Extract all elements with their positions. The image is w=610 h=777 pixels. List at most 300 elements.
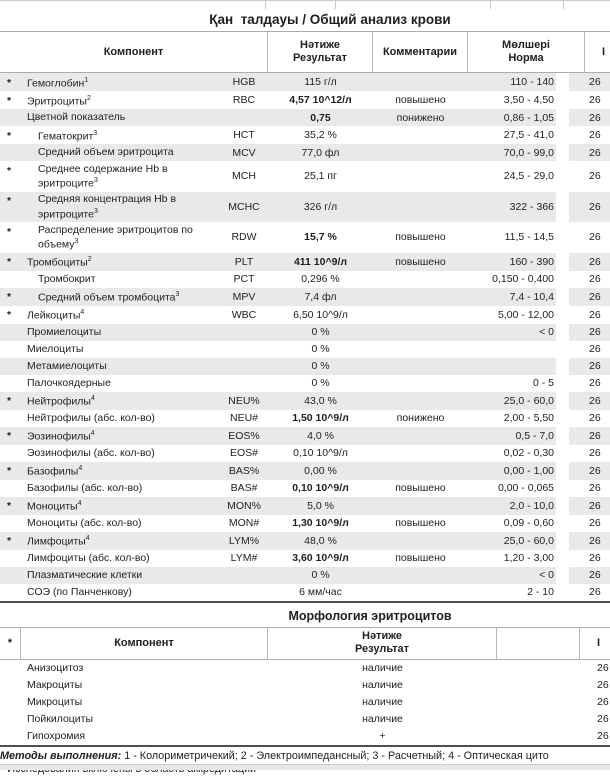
edge-value: 26 [569, 497, 610, 515]
column-gutter [556, 480, 569, 497]
edge-value: 26 [569, 144, 610, 161]
component-name: Средний объем тромбоцита$^3$ [38, 291, 180, 304]
component-code: WBC [231, 308, 257, 321]
morphology-table-header [0, 627, 610, 660]
star-marker [0, 446, 27, 448]
result-value: 4,57 10^12/л [289, 94, 352, 106]
component-code: HGB [232, 76, 256, 88]
component-code: BAS# [230, 482, 258, 494]
column-gutter [556, 410, 569, 427]
component-name: Среднее содержание Hb в эритроците$^3$ [38, 162, 168, 190]
method-superscript: 3 [93, 129, 98, 137]
table-row [0, 324, 610, 341]
comment-text: повышено [395, 552, 446, 564]
result-value: наличие [362, 696, 403, 708]
row-main [0, 427, 556, 445]
component-code: PLT [234, 255, 254, 268]
header-comments [373, 32, 468, 72]
table-row [0, 161, 610, 192]
norm-range: 0,09 - 0,60 [503, 517, 554, 529]
norm-range: 11,5 - 14,5 [504, 231, 554, 244]
norm-range: 70,0 - 99,0 [503, 146, 554, 159]
table-border-tick [563, 1, 564, 9]
edge-value: 26 [589, 343, 601, 355]
star-marker: * [7, 430, 12, 442]
result-value: 7,4 фл [304, 290, 337, 303]
column-gutter [556, 462, 569, 480]
edge-value: 26 [589, 273, 601, 285]
header-norm [468, 32, 585, 72]
column-gutter [556, 550, 569, 567]
method-superscript: 3 [93, 177, 98, 184]
norm-range: 0,86 - 1,05 [503, 111, 554, 124]
column-gutter [556, 324, 569, 341]
component-name: СОЭ (по Панченкову) [27, 585, 132, 598]
result-value: 3,60 10^9/л [292, 552, 349, 564]
row-main [0, 584, 556, 601]
edge-value: 26 [569, 192, 610, 223]
component-code: RBC [232, 94, 256, 106]
table-row [0, 144, 610, 161]
result-value: 15,7 % [304, 231, 337, 244]
norm-range: 0,02 - 0,30 [503, 447, 554, 459]
component-code: NEU# [229, 412, 258, 424]
morph-header-component-label: Компонент [114, 636, 174, 649]
table-border-tick [490, 1, 491, 9]
star-marker [0, 342, 27, 344]
component-code: PCT [233, 273, 255, 285]
component-code: MPV [232, 290, 256, 303]
edge-value: 26 [589, 94, 601, 106]
method-superscript: 4 [90, 430, 95, 437]
edge-value: 26 [569, 392, 610, 410]
component-name: Лимфоциты$^4$ [27, 535, 90, 548]
edge-value: 26 [589, 308, 601, 321]
component-code: EOS# [229, 447, 258, 459]
star-marker [0, 516, 27, 518]
result-value: 1,30 10^9/л [292, 517, 349, 529]
comment-text: повышено [395, 231, 446, 244]
norm-range: 25,0 - 60,0 [503, 394, 554, 407]
component-code: MON% [227, 499, 261, 512]
star-marker [0, 585, 27, 587]
component-name: Цветной показатель [27, 111, 126, 124]
header-result-line2: Результат [292, 52, 348, 64]
table-row [0, 567, 610, 584]
table-row [0, 694, 610, 711]
edge-value: 26 [569, 253, 610, 271]
column-gutter [556, 271, 569, 288]
table-border-tick [265, 1, 266, 9]
column-gutter [556, 253, 569, 271]
row-main [0, 126, 556, 144]
component-name: Метамиелоциты [27, 359, 107, 372]
column-gutter [556, 126, 569, 144]
component-name: Палочкоядерные [27, 376, 111, 389]
header-result-line1: Нәтиже [300, 39, 340, 51]
morph-header-component [21, 628, 268, 659]
component-name: Эозинофилы (абс. кол-во) [27, 446, 155, 459]
table-row [0, 480, 610, 497]
table-row [0, 375, 610, 392]
norm-range: 2 - 10 [527, 586, 554, 598]
component-code: NEU% [228, 394, 260, 407]
result-value: 0 % [311, 360, 330, 372]
star-label: * [7, 636, 13, 649]
edge-value: 26 [589, 482, 601, 494]
table-row [0, 445, 610, 462]
component-code: MCV [232, 146, 256, 159]
result-value: 0,00 % [304, 464, 337, 477]
row-main [0, 288, 556, 306]
norm-range: 0,00 - 0,065 [497, 482, 554, 494]
component-name: Тромбоциты$^2$ [27, 256, 92, 269]
component-code: LYM% [228, 534, 260, 547]
table-row [0, 253, 610, 271]
row-main [0, 375, 556, 392]
table-row [0, 341, 610, 358]
norm-range: 2,0 - 10,0 [509, 499, 554, 512]
table-row [0, 222, 610, 253]
result-value: 0,296 % [301, 273, 340, 285]
component-code: MON# [228, 517, 260, 529]
column-gutter [556, 109, 569, 126]
row-main [0, 410, 556, 427]
edge-value: 26 [597, 713, 609, 725]
star-marker: * [7, 129, 12, 142]
norm-range: 5,00 - 12,00 [497, 308, 554, 321]
component-code: EOS% [228, 429, 260, 442]
component-name: Эозинофилы$^4$ [27, 430, 95, 443]
star-marker [0, 411, 27, 413]
component-name: Базофилы (абс. кол-во) [27, 481, 143, 494]
comment-text: повышено [395, 482, 446, 494]
norm-range: 0,150 - 0,400 [492, 273, 554, 285]
comment-text: понижено [396, 412, 445, 424]
cbc-table-body [0, 73, 610, 601]
edge-value: 26 [589, 552, 601, 564]
table-row [0, 91, 610, 109]
norm-range: 1,20 - 3,00 [503, 552, 554, 564]
edge-value: 26 [597, 662, 609, 674]
method-superscript: 4 [90, 395, 95, 402]
table-row [0, 711, 610, 728]
row-main [0, 109, 556, 126]
norm-range: < 0 [539, 326, 554, 338]
row-main [0, 341, 556, 358]
table-row [0, 126, 610, 144]
star-marker: * [7, 535, 12, 547]
table-row [0, 192, 610, 223]
star-marker [0, 272, 27, 274]
row-main [0, 192, 556, 223]
report-title: Қан талдауы / Общий анализ крови [209, 12, 451, 27]
row-main [0, 144, 556, 161]
result-value: 77,0 фл [301, 146, 340, 159]
edge-value: 26 [569, 567, 610, 584]
row-main [0, 222, 556, 253]
row-main [0, 550, 556, 567]
edge-value: 26 [569, 462, 610, 480]
row-main [0, 480, 556, 497]
component-code: RDW [231, 231, 257, 244]
component-name: Тромбокрит [38, 272, 96, 285]
comment-text: повышено [395, 517, 446, 529]
column-gutter [556, 341, 569, 358]
method-superscript: 3 [74, 238, 79, 245]
column-gutter [556, 358, 569, 375]
row-main [0, 271, 556, 288]
header-edge-column-partial [585, 32, 610, 72]
edge-value: 26 [589, 517, 601, 529]
row-main [0, 306, 556, 324]
result-value: 411 10^9/л [293, 255, 348, 268]
edge-value: 26 [597, 696, 609, 708]
morphology-table-body [0, 660, 610, 745]
column-gutter [556, 192, 569, 223]
result-value: 35,2 % [304, 129, 337, 141]
edge-value: 26 [589, 377, 601, 389]
result-value: 4,0 % [307, 429, 334, 442]
component-code: MCH [232, 170, 256, 183]
table-row [0, 660, 610, 677]
edge-value: 26 [589, 412, 601, 424]
column-gutter [556, 73, 569, 91]
result-value: 115 г/л [304, 76, 337, 88]
component-name: Макроциты [27, 679, 83, 691]
result-value: 326 г/л [303, 200, 338, 213]
star-marker: * [7, 395, 12, 407]
column-gutter [556, 144, 569, 161]
component-name: Гипохромия [27, 730, 86, 742]
star-marker: * [7, 256, 12, 268]
component-name: Лимфоциты (абс. кол-во) [27, 551, 150, 564]
result-value: 1,50 10^9/л [292, 412, 349, 424]
star-marker: * [7, 164, 12, 177]
table-row [0, 497, 610, 515]
edge-value: 26 [569, 358, 610, 375]
column-gutter [556, 567, 569, 584]
star-marker: * [7, 500, 12, 512]
star-marker: * [7, 465, 12, 477]
table-row [0, 392, 610, 410]
table-row [0, 288, 610, 306]
column-gutter [556, 392, 569, 410]
component-name: Эритроциты$^2$ [27, 94, 91, 107]
component-code: HCT [233, 129, 255, 141]
edge-value: 26 [597, 730, 609, 742]
comment-text: повышено [395, 94, 446, 106]
result-value: 0 % [311, 343, 330, 355]
column-gutter [556, 515, 569, 532]
edge-value: 26 [569, 532, 610, 550]
component-name: Миелоциты [27, 342, 84, 355]
header-result [268, 32, 373, 72]
row-main [0, 91, 556, 109]
result-value: + [379, 730, 386, 742]
result-value: 0,10 10^9/л [293, 447, 348, 459]
norm-range: 27,5 - 41,0 [503, 129, 554, 141]
star-marker [0, 146, 27, 148]
morphology-title: Морфология эритроцитов [288, 608, 452, 623]
component-name: Промиелоциты [27, 325, 102, 338]
cbc-table-header [0, 31, 610, 73]
edge-value: 26 [589, 586, 601, 598]
column-gutter [556, 375, 569, 392]
method-superscript: 4 [77, 500, 82, 507]
row-main [0, 515, 556, 532]
result-value: 25,1 пг [304, 170, 337, 183]
star-marker: * [7, 76, 12, 89]
star-marker [0, 359, 27, 361]
methods-text: 1 - Колориметричекий; 2 - Электроимпедансный; 3 - Расчетный; 4 - Оптическая цито [121, 749, 549, 762]
result-value: 0 % [311, 326, 330, 338]
edge-value: 26 [569, 288, 610, 306]
component-code: MCHC [228, 200, 260, 213]
method-superscript: 4 [85, 535, 90, 542]
star-marker: * [7, 94, 12, 107]
component-name: Базофилы$^4$ [27, 465, 83, 478]
morph-header-result [268, 628, 497, 659]
edge-value: 26 [589, 447, 601, 459]
row-main [0, 253, 556, 271]
row-main [0, 532, 556, 550]
table-row [0, 306, 610, 324]
previous-table-cutoff [0, 0, 610, 9]
star-marker [0, 111, 27, 113]
comment-text: понижено [396, 111, 445, 124]
component-name: Моноциты (абс. кол-во) [27, 516, 142, 529]
morph-header-edge-column-partial [580, 628, 610, 659]
norm-range: 0,5 - 7,0 [515, 429, 554, 442]
result-value: 6,50 10^9/л [293, 308, 348, 321]
component-name: Распределение эритроцитов по объему$^3$ [38, 223, 193, 251]
star-marker [0, 325, 27, 327]
component-name: Пойкилоциты [27, 713, 94, 725]
column-gutter [556, 91, 569, 109]
norm-range: 110 - 140 [510, 76, 554, 88]
norm-range: 322 - 366 [509, 200, 554, 213]
column-gutter [556, 427, 569, 445]
norm-range: 24,5 - 29,0 [503, 170, 554, 183]
result-value: 43,0 % [304, 394, 337, 407]
norm-range: 7,4 - 10,4 [509, 290, 554, 303]
column-gutter [556, 445, 569, 462]
star-marker [0, 376, 27, 378]
component-name: Средняя концентрация Hb в эритроците$^3$ [38, 193, 177, 220]
table-row [0, 427, 610, 445]
component-name: Нейтрофилы (абс. кол-во) [27, 411, 155, 424]
header-norm-line2: Норма [508, 52, 544, 64]
norm-range: 0,00 - 1,00 [503, 464, 554, 477]
method-superscript: 4 [78, 465, 83, 472]
row-main [0, 462, 556, 480]
footer-notes [0, 747, 610, 777]
header-component-label: Компонент [103, 45, 164, 58]
row-main [0, 567, 556, 584]
result-value: 0,75 [310, 111, 331, 124]
component-name: Анизоцитоз [27, 662, 84, 674]
header-comments-label: Комментарии [382, 45, 458, 58]
column-gutter [556, 288, 569, 306]
table-row [0, 358, 610, 375]
component-name: Гематокрит$^3$ [38, 129, 98, 142]
morph-header-star [0, 628, 21, 659]
row-main [0, 358, 556, 375]
norm-range: < 0 [539, 569, 554, 581]
component-name: Моноциты$^4$ [27, 500, 82, 513]
edge-value: 26 [589, 231, 601, 244]
edge-value: 26 [569, 109, 610, 126]
header-norm-line1: Мөлшері [502, 39, 550, 51]
table-row [0, 677, 610, 694]
next-table-cutoff [0, 764, 610, 770]
star-marker: * [7, 195, 12, 207]
methods-note [0, 750, 610, 764]
column-gutter [556, 222, 569, 253]
norm-range: 160 - 390 [509, 255, 554, 268]
result-value: 6 мм/час [299, 586, 342, 598]
row-main [0, 73, 556, 91]
row-main [0, 161, 556, 192]
table-row [0, 532, 610, 550]
edge-value: 26 [589, 170, 601, 183]
star-marker: * [7, 291, 12, 303]
method-superscript: 4 [80, 309, 85, 316]
star-marker [0, 568, 27, 570]
norm-range: 25,0 - 60,0 [503, 534, 554, 547]
edge-value: 26 [569, 427, 610, 445]
result-value: наличие [362, 679, 403, 691]
header-component [0, 32, 268, 72]
edge-value: 26 [569, 73, 610, 91]
morph-header-result-line1: Нәтиже [362, 630, 402, 642]
row-main [0, 324, 556, 341]
column-gutter [556, 584, 569, 601]
star-marker: * [7, 225, 12, 238]
norm-range: 2,00 - 5,50 [503, 412, 554, 424]
star-marker [0, 551, 27, 553]
result-value: 48,0 % [304, 534, 337, 547]
edge-column-partial-letter: І [597, 636, 601, 649]
method-superscript: 2 [86, 94, 91, 102]
result-value: 0 % [311, 569, 330, 581]
table-row [0, 271, 610, 288]
method-superscript: 3 [93, 207, 98, 215]
edge-value: 26 [597, 679, 609, 691]
methods-label: Методы выполнения: [0, 749, 122, 762]
table-row [0, 728, 610, 745]
edge-value: 26 [589, 129, 601, 141]
component-name: Нейтрофилы$^4$ [27, 395, 95, 408]
morph-header-empty [497, 628, 580, 659]
column-gutter [556, 161, 569, 192]
norm-range: 0 - 5 [532, 377, 554, 389]
result-value: 0,10 10^9/л [292, 482, 349, 494]
result-value: 5,0 % [307, 499, 334, 512]
result-value: 0 % [311, 377, 330, 389]
table-row [0, 550, 610, 567]
method-superscript: 2 [87, 256, 92, 263]
row-main [0, 392, 556, 410]
table-row [0, 410, 610, 427]
component-name: Средний объем эритроцита [38, 146, 174, 159]
component-code: LYM# [230, 552, 258, 564]
edge-column-partial-letter: І [602, 45, 606, 58]
table-row [0, 73, 610, 91]
row-main [0, 445, 556, 462]
component-name: Лейкоциты$^4$ [27, 309, 85, 322]
